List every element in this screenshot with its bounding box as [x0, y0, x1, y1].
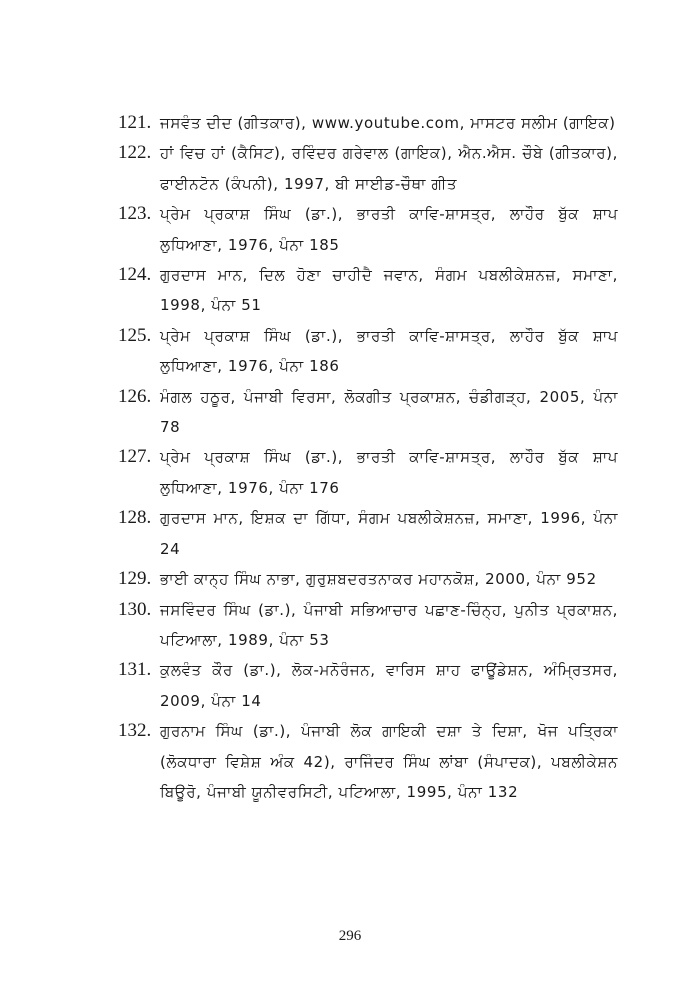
reference-item: [118, 260, 618, 321]
reference-text: ਹਾਂ ਵਿਚ ਹਾਂ (ਕੈਸਿਟ), ਰਵਿੰਦਰ ਗਰੇਵਾਲ (ਗਾਇਕ), ਐਨ.ਐਸ. ਚੌਬੇ (ਗੀਤਕਾਰ), ਫਾਈਨਟੋਨ (ਕੰਪਨੀ), 1997, ਬੀ ਸਾਈਡ-ਚੌਥਾ ਗੀਤ: [160, 144, 618, 193]
reference-text: ਮੰਗਲ ਹਠੂਰ, ਪੰਜਾਬੀ ਵਿਰਸਾ, ਲੋਕਗੀਤ ਪ੍ਰਕਾਸ਼ਨ, ਚੰਡੀਗੜ੍ਹ, 2005, ਪੰਨਾ 78: [160, 387, 618, 437]
reference-item: [118, 564, 618, 594]
reference-number: 124.: [118, 264, 152, 286]
reference-number: 128.: [118, 507, 152, 529]
reference-number: 126.: [118, 385, 152, 407]
reference-text: ਜਸਵੰਤ ਦੀਦ (ਗੀਤਕਾਰ), www.youtube.com, ਮਾਸਟਰ ਸਲੀਮ (ਗਾਇਕ): [160, 114, 616, 132]
reference-number: 125.: [118, 324, 152, 346]
reference-number: 129.: [118, 568, 152, 590]
reference-text: ਪ੍ਰੇਮ ਪ੍ਰਕਾਸ਼ ਸਿੰਘ (ਡਾ.), ਭਾਰਤੀ ਕਾਵਿ-ਸ਼ਾਸਤ੍ਰ, ਲਾਹੌਰ ਬੁੱਕ ਸ਼ਾਪ ਲੁਧਿਆਣਾ, 1976, ਪੰਨਾ 186: [160, 326, 618, 376]
reference-text: ਪ੍ਰੇਮ ਪ੍ਰਕਾਸ਼ ਸਿੰਘ (ਡਾ.), ਭਾਰਤੀ ਕਾਵਿ-ਸ਼ਾਸਤ੍ਰ, ਲਾਹੌਰ ਬੁੱਕ ਸ਼ਾਪ ਲੁਧਿਆਣਾ, 1976, ਪੰਨਾ 176: [160, 448, 618, 497]
reference-number: 131.: [118, 659, 152, 681]
reference-item: [118, 442, 618, 503]
reference-number: 121.: [118, 112, 152, 133]
reference-text: ਗੁਰਨਾਮ ਸਿੰਘ (ਡਾ.), ਪੰਜਾਬੀ ਲੋਕ ਗਾਇਕੀ ਦਸ਼ਾ ਤੇ ਦਿਸ਼ਾ, ਖੋਜ ਪਤ੍ਰਿਕਾ (ਲੋਕਧਾਰਾ ਵਿਸ਼ੇਸ਼ ਅੰਕ 42), ਰਾਜਿੰਦਰ ਸਿੰਘ ਲਾਂਬਾ (ਸੰਪਾਦਕ), ਪਬਲੀਕੇਸ਼ਨ ਬਿਊਰੋ, ਪੰਜਾਬੀ ਯੂਨੀਵਰਸਿਟੀ, ਪਟਿਆਲਾ, 1995, ਪੰਨਾ 132: [160, 722, 618, 801]
reference-item: [118, 108, 618, 138]
reference-number: 132.: [118, 720, 152, 742]
reference-text: ਗੁਰਦਾਸ ਮਾਨ, ਇਸ਼ਕ ਦਾ ਗਿੱਧਾ, ਸੰਗਮ ਪਬਲੀਕੇਸ਼ਨਜ਼, ਸਮਾਣਾ, 1996, ਪੰਨਾ 24: [160, 509, 618, 558]
reference-text: ਭਾਈ ਕਾਨ੍ਹ ਸਿੰਘ ਨਾਭਾ, ਗੁਰੁਸ਼ਬਦਰਤਨਾਕਰ ਮਹਾਨਕੋਸ਼, 2000, ਪੰਨਾ 952: [160, 570, 597, 589]
reference-text: ਪ੍ਰੇਮ ਪ੍ਰਕਾਸ਼ ਸਿੰਘ (ਡਾ.), ਭਾਰਤੀ ਕਾਵਿ-ਸ਼ਾਸਤ੍ਰ, ਲਾਹੌਰ ਬੁੱਕ ਸ਼ਾਪ ਲੁਧਿਆਣਾ, 1976, ਪੰਨਾ 185: [160, 205, 618, 254]
reference-text: ਗੁਰਦਾਸ ਮਾਨ, ਦਿਲ ਹੋਣਾ ਚਾਹੀਦੈ ਜਵਾਨ, ਸੰਗਮ ਪਬਲੀਕੇਸ਼ਨਜ਼, ਸਮਾਣਾ, 1998, ਪੰਨਾ 51: [160, 266, 618, 315]
reference-item: [118, 595, 618, 656]
reference-number: 122.: [118, 142, 152, 164]
reference-item: [118, 138, 618, 199]
reference-list: [118, 108, 618, 807]
reference-item: [118, 321, 618, 382]
reference-number: 123.: [118, 203, 152, 225]
reference-item: [118, 503, 618, 564]
reference-item: [118, 199, 618, 260]
reference-text: ਜਸਵਿੰਦਰ ਸਿੰਘ (ਡਾ.), ਪੰਜਾਬੀ ਸਭਿਆਚਾਰ ਪਛਾਣ-ਚਿੰਨ੍ਹ, ਪੁਨੀਤ ਪ੍ਰਕਾਸ਼ਨ, ਪਟਿਆਲਾ, 1989, ਪੰਨਾ 53: [160, 600, 618, 649]
reference-item: [118, 716, 618, 807]
reference-item: [118, 382, 618, 443]
reference-number: 130.: [118, 598, 152, 620]
reference-number: 127.: [118, 446, 152, 468]
reference-text: ਕੁਲਵੰਤ ਕੌਰ (ਡਾ.), ਲੋਕ-ਮਨੋਰੰਜਨ, ਵਾਰਿਸ ਸ਼ਾਹ ਫਾਊਂਡੇਸ਼ਨ, ਅੰਮ੍ਰਿਤਸਰ, 2009, ਪੰਨਾ 14: [160, 661, 618, 710]
reference-item: [118, 655, 618, 716]
page-number: 296: [338, 928, 362, 944]
